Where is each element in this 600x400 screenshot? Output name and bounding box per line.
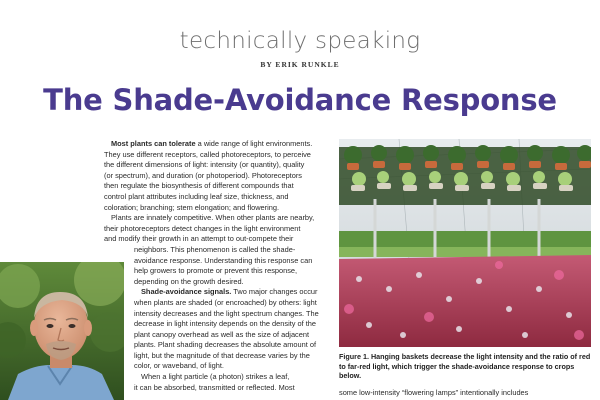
paragraph-shade-signals <box>104 287 326 372</box>
text-line: their photoreceptors detect changes in the light environment <box>104 223 301 233</box>
article-title: The Shade-Avoidance Response <box>43 83 557 117</box>
text-line: They use different receptors, called photoreceptors, to perceive <box>104 149 311 159</box>
byline: BY ERIK RUNKLE <box>260 60 340 69</box>
text-line: coloration; branching; stem elongation; and flowering. <box>104 202 280 212</box>
text-line: depending on the growth desired. <box>134 276 244 286</box>
text-line: light, but the magnitude of that decrease varies by the <box>134 350 310 360</box>
text-line: control plant attributes including leaf size, thickness, and <box>104 191 289 201</box>
text-line: then regulate the biosynthesis of different compounds that <box>104 181 294 191</box>
lead-in: Most plants can tolerate <box>111 139 196 148</box>
greenhouse-photo <box>339 139 591 347</box>
text-line: neighbors. This phenomenon is called the shade- <box>134 244 296 254</box>
text-line: (or spectrum), and duration (or photoperiod). Photoreceptors <box>104 170 303 180</box>
text-line: decrease in light intensity depends on the density of the <box>134 319 317 329</box>
author-portrait <box>0 262 124 400</box>
text-line: Shade-avoidance signals. Two major changes occur <box>141 287 318 297</box>
section-kicker: technically speaking <box>179 28 421 54</box>
text-line: help growers to promote or prevent this response, <box>134 266 298 276</box>
text-line: avoidance response. Understanding this response can <box>134 255 313 265</box>
text-line: and modify their growth in an attempt to out-compete their <box>104 234 294 244</box>
text-line: Most plants can tolerate a wide range of light environments. <box>111 139 313 148</box>
article-body-column <box>104 139 326 393</box>
paragraph-photon <box>104 372 326 393</box>
text-line: the different dimensions of light: intensity (or quantity), quality <box>104 160 305 170</box>
text-line: when plants are shaded (or encroached) by others: light <box>134 297 317 307</box>
paragraph-competition <box>104 213 326 287</box>
paragraph-intro <box>104 139 326 213</box>
text-line: intensity decreases and the light spectrum changes. The <box>134 308 319 318</box>
text-line: plant canopy overhead as well as the size of adjacent <box>134 329 310 339</box>
second-column-text: some low-intensity “flowering lamps” intentionally includes <box>339 388 529 397</box>
text-line: it can be absorbed, transmitted or reflected. Most <box>134 382 295 392</box>
text-line: plants. Plant shading decreases the absolute amount of <box>134 340 317 350</box>
subhead: Shade-avoidance signals. <box>141 287 232 297</box>
text-line: When a light particle (a photon) strikes a leaf, <box>141 372 290 382</box>
text-line: Plants are innately competitive. When other plants are nearby, <box>111 213 315 223</box>
figure-caption: Figure 1. Hanging baskets decrease the light intensity and the ratio of red to far-red light, which trigger the shade-avoidance response to crops below. <box>339 352 591 381</box>
text-line: color, or waveband, of light. <box>134 361 224 371</box>
